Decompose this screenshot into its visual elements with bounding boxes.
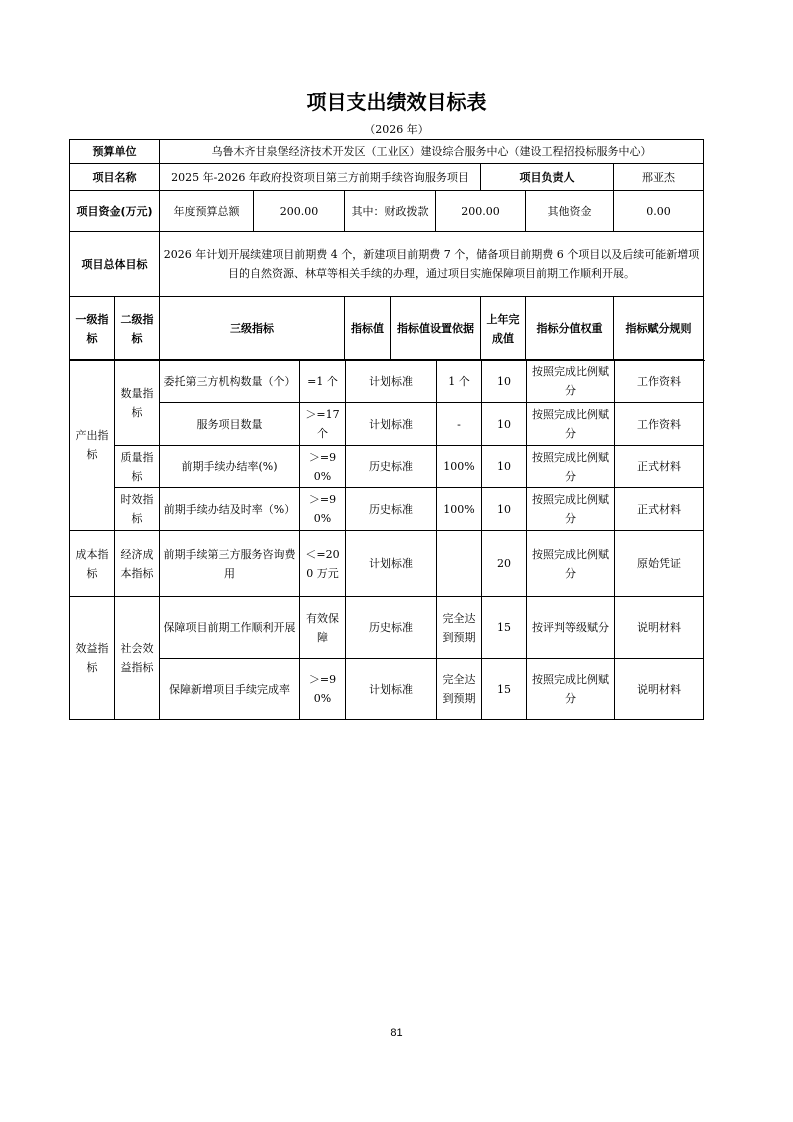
goal-label: 项目总体目标: [70, 232, 160, 297]
indicator-rule: 按照完成比例赋分: [527, 360, 615, 403]
project-leader-value: 邢亚杰: [614, 164, 704, 191]
indicator-last: [437, 531, 482, 597]
group-cost: 成本指标: [70, 531, 115, 597]
indicator-basis: 历史标准: [346, 488, 437, 531]
performance-table: [69, 139, 704, 361]
header-last-year: 上年完成值: [481, 297, 526, 361]
indicator-last: 完全达到预期: [437, 597, 482, 659]
indicator-evidence: 工作资料: [615, 360, 704, 403]
table-row: [70, 597, 704, 659]
indicator-rule: 按照完成比例赋分: [527, 659, 615, 720]
header-level2: 二级指标: [115, 297, 160, 361]
subgroup-quality: 质量指标: [115, 446, 160, 488]
indicator-value: 有效保障: [300, 597, 346, 659]
indicator-weight: 20: [482, 531, 527, 597]
header-scoring: 指标赋分规则: [614, 297, 704, 361]
header-index-value: 指标值: [345, 297, 391, 361]
funds-label: 项目资金(万元): [70, 191, 160, 232]
indicator-rule: 按照完成比例赋分: [527, 488, 615, 531]
funds-row: [70, 191, 704, 232]
indicator-value: ＞=90%: [300, 488, 346, 531]
indicator-rule: 按照完成比例赋分: [527, 531, 615, 597]
indicator-rule: 按照完成比例赋分: [527, 446, 615, 488]
header-level1: 一级指标: [70, 297, 115, 361]
indicator-name: 委托第三方机构数量（个）: [160, 360, 300, 403]
subgroup-timeliness: 时效指标: [115, 488, 160, 531]
indicator-weight: 15: [482, 659, 527, 720]
year-label: （2026 年）: [364, 123, 429, 136]
indicator-basis: 计划标准: [346, 360, 437, 403]
indicator-weight: 15: [482, 597, 527, 659]
table-row: [70, 403, 704, 446]
indicator-evidence: 说明材料: [615, 659, 704, 720]
indicator-last: 100%: [437, 488, 482, 531]
page-title: 项目支出绩效目标表: [306, 90, 487, 114]
budget-unit-row: [70, 140, 704, 164]
table-row: [70, 446, 704, 488]
indicator-basis: 历史标准: [346, 446, 437, 488]
indicator-weight: 10: [482, 488, 527, 531]
indicator-weight: 10: [482, 446, 527, 488]
indicator-last: -: [437, 403, 482, 446]
indicator-header-row: [70, 297, 704, 361]
subgroup-social-benefit: 社会效益指标: [115, 597, 160, 720]
indicator-rule: 按照完成比例赋分: [527, 403, 615, 446]
table-row: [70, 659, 704, 720]
indicator-basis: 计划标准: [346, 403, 437, 446]
indicator-name: 前期手续办结率(%): [160, 446, 300, 488]
indicator-evidence: 原始凭证: [615, 531, 704, 597]
project-name-value: 2025 年-2026 年政府投资项目第三方前期手续咨询服务项目: [160, 164, 481, 191]
annual-budget-value: 200.00: [254, 191, 345, 232]
header-level3: 三级指标: [160, 297, 345, 361]
indicator-evidence: 工作资料: [615, 403, 704, 446]
indicator-value: ＜=200 万元: [300, 531, 346, 597]
indicator-evidence: 正式材料: [615, 446, 704, 488]
subgroup-economic-cost: 经济成本指标: [115, 531, 160, 597]
project-leader-label: 项目负责人: [481, 164, 614, 191]
indicator-rule: 按评判等级赋分: [527, 597, 615, 659]
subgroup-quantity: 数量指标: [115, 360, 160, 446]
table-row: [70, 531, 704, 597]
indicator-name: 保障项目前期工作顺利开展: [160, 597, 300, 659]
budget-unit-value: 乌鲁木齐甘泉堡经济技术开发区（工业区）建设综合服务中心（建设工程招投标服务中心）: [160, 140, 704, 164]
budget-unit-label: 预算单位: [70, 140, 160, 164]
table-row: [70, 488, 704, 531]
indicator-table: [69, 359, 704, 720]
header-weight: 指标分值权重: [526, 297, 614, 361]
table-row: [70, 360, 704, 403]
indicator-name: 服务项目数量: [160, 403, 300, 446]
indicator-basis: 计划标准: [346, 659, 437, 720]
indicator-last: 完全达到预期: [437, 659, 482, 720]
project-name-label: 项目名称: [70, 164, 160, 191]
project-name-row: [70, 164, 704, 191]
indicator-weight: 10: [482, 403, 527, 446]
fiscal-value: 200.00: [436, 191, 526, 232]
group-benefit: 效益指标: [70, 597, 115, 720]
annual-budget-label: 年度预算总额: [160, 191, 254, 232]
indicator-value: ＞=90%: [300, 446, 346, 488]
indicator-value: =1 个: [300, 360, 346, 403]
other-funds-label: 其他资金: [526, 191, 614, 232]
indicator-last: 100%: [437, 446, 482, 488]
indicator-basis: 计划标准: [346, 531, 437, 597]
indicator-last: 1 个: [437, 360, 482, 403]
group-output: 产出指标: [70, 360, 115, 531]
indicator-evidence: 正式材料: [615, 488, 704, 531]
indicator-name: 前期手续第三方服务咨询费用: [160, 531, 300, 597]
indicator-name: 前期手续办结及时率（%）: [160, 488, 300, 531]
indicator-weight: 10: [482, 360, 527, 403]
indicator-value: ＞=17 个: [300, 403, 346, 446]
indicator-basis: 历史标准: [346, 597, 437, 659]
header-basis: 指标值设置依据: [391, 297, 481, 361]
fiscal-label: 其中：财政拨款: [345, 191, 436, 232]
page-number: 81: [390, 1027, 403, 1039]
indicator-name: 保障新增项目手续完成率: [160, 659, 300, 720]
goal-row: [70, 232, 704, 297]
indicator-evidence: 说明材料: [615, 597, 704, 659]
goal-value: 2026 年计划开展续建项目前期费 4 个，新建项目前期费 7 个，储备项目前期费 6 个项目以及后续可能新增项目的自然资源、林草等相关手续的办理，通过项目实施保障项目前期工作顺利开展。: [160, 232, 704, 297]
indicator-value: ＞=90%: [300, 659, 346, 720]
other-funds-value: 0.00: [614, 191, 704, 232]
